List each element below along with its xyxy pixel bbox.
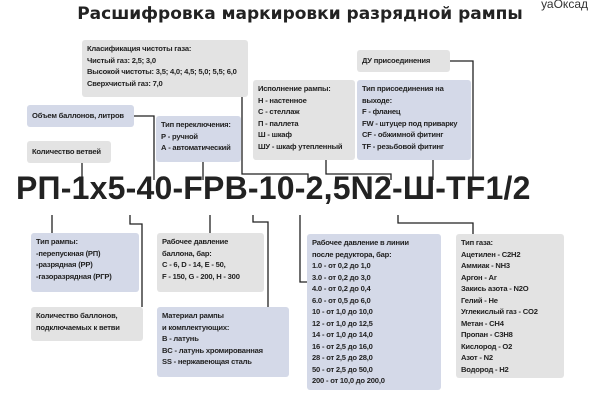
box-line: Исполнение рампы: — [258, 84, 331, 93]
box-line: -перепускная (РП) — [36, 248, 101, 258]
box-line: Кислород - O2 — [461, 341, 513, 351]
box-line: -газоразрядная (РГР) — [36, 271, 112, 281]
box-line: Аргон - Ar — [461, 272, 497, 282]
box-line: 14 - от 1,0 до 14,0 — [312, 330, 373, 339]
box-line: Азот - N2 — [461, 353, 493, 362]
box-line: Ацетилен - C2H2 — [461, 249, 521, 259]
box-line: ШУ - шкаф утепленный — [258, 141, 343, 151]
box-line: 28 - от 2,5 до 28,0 — [312, 353, 373, 362]
box-line: Тип рампы: — [36, 237, 78, 246]
box-line: Пропан - C3H8 — [461, 330, 513, 339]
box-line: Ш - шкаф — [258, 130, 292, 139]
box-line: Тип переключения: — [161, 120, 231, 129]
box-line: Аммиак - NH3 — [461, 261, 510, 270]
box-line: Сверхчистый газ: 7,0 — [87, 78, 163, 88]
box-line: Рабочее давление в линии — [312, 238, 409, 247]
ramp-execution-box — [253, 80, 355, 160]
box-line: CF - обжимной фитинг — [362, 130, 444, 139]
box-line: Чистый газ: 2,5; 3,0 — [87, 55, 156, 65]
gas-type-box — [456, 234, 564, 378]
box-line: Метан - CH4 — [461, 318, 504, 328]
box-line: Количество баллонов, — [36, 311, 118, 320]
box-line: Углекислый газ - CO2 — [461, 307, 538, 316]
box-line: Водород - H2 — [461, 364, 509, 374]
box-line: Тип газа: — [461, 238, 493, 247]
purity-class-box — [82, 40, 248, 97]
box-line: 16 - от 2,5 до 16,0 — [312, 341, 373, 351]
box-line: Рабочее давление — [162, 237, 229, 246]
switching-type-box — [156, 116, 241, 162]
box-line: П - паллета — [258, 118, 299, 128]
cylinder-count-box — [31, 307, 143, 341]
material-box — [157, 307, 289, 377]
box-line: 12 - от 1,0 до 12,5 — [312, 318, 373, 328]
box-line: C - 6, D - 14, E - 50, — [162, 260, 226, 269]
box-line: 6.0 - от 0,5 до 6,0 — [312, 295, 371, 305]
box-line: Н - настенное — [258, 95, 307, 105]
box-line: -разрядная (РР) — [36, 260, 93, 269]
box-line: 1.0 - от 0,2 до 1,0 — [312, 261, 371, 270]
box-line: подключаемых к ветви — [36, 322, 120, 332]
box-line: А - автоматический — [161, 143, 231, 152]
page-title: Расшифровка маркировки разрядной рампы — [77, 4, 523, 24]
brand-logo: уаОксад — [541, 0, 588, 11]
box-line: TF - резьбовой фитинг — [362, 141, 444, 151]
box-line: Материал рампы — [162, 311, 224, 320]
outlet-connection-box — [357, 80, 471, 160]
box-line: Количество ветвей — [32, 147, 101, 156]
box-line: Р - ручной — [161, 131, 198, 141]
box-line: SS - нержавеющая сталь — [162, 357, 252, 366]
du-connection-box — [357, 50, 450, 72]
ramp-type-box — [31, 233, 139, 292]
line-pressure-box — [307, 234, 441, 390]
box-line: после редуктора, бар: — [312, 249, 392, 259]
ramp-code: РП-1х5-40-FPB-10-2,5N2-Ш-TF1/2 — [16, 170, 531, 206]
box-line: Класификация чистоты газа: — [87, 44, 192, 53]
cylinder-volume-box — [27, 105, 134, 127]
box-line: ДУ присоединения — [362, 56, 431, 65]
box-line: 4.0 - от 0,2 до 0,4 — [312, 284, 371, 293]
box-line: 200 - от 10,0 до 200,0 — [312, 376, 385, 385]
box-line: Тип присоединения на выходе: — [362, 84, 444, 105]
box-line: Объем баллонов, литров — [32, 111, 124, 120]
box-line: Закись азота - N2O — [461, 284, 529, 293]
box-line: Высокой чистоты: 3,5; 4,0; 4,5; 5,0; 5,5; 6,0 — [87, 67, 237, 76]
box-line: 3.0 - от 0,2 до 3,0 — [312, 272, 371, 282]
box-line: F - 150, G - 200, H - 300 — [162, 271, 240, 281]
box-line: С - стеллаж — [258, 107, 300, 116]
box-line: BC - латунь хромированная — [162, 345, 263, 355]
branch-count-box — [27, 141, 111, 163]
box-line: Гелий - He — [461, 295, 498, 305]
box-line: F - фланец — [362, 107, 401, 116]
box-line: 50 - от 2,5 до 50,0 — [312, 364, 373, 374]
box-line: и комплектующих: — [162, 322, 230, 332]
box-line: баллона, бар: — [162, 248, 212, 258]
cylinder-pressure-box — [157, 233, 264, 292]
box-line: B - латунь — [162, 334, 199, 343]
box-line: 10 - от 1,0 до 10,0 — [312, 307, 373, 316]
box-line: FW - штуцер под приварку — [362, 118, 458, 128]
